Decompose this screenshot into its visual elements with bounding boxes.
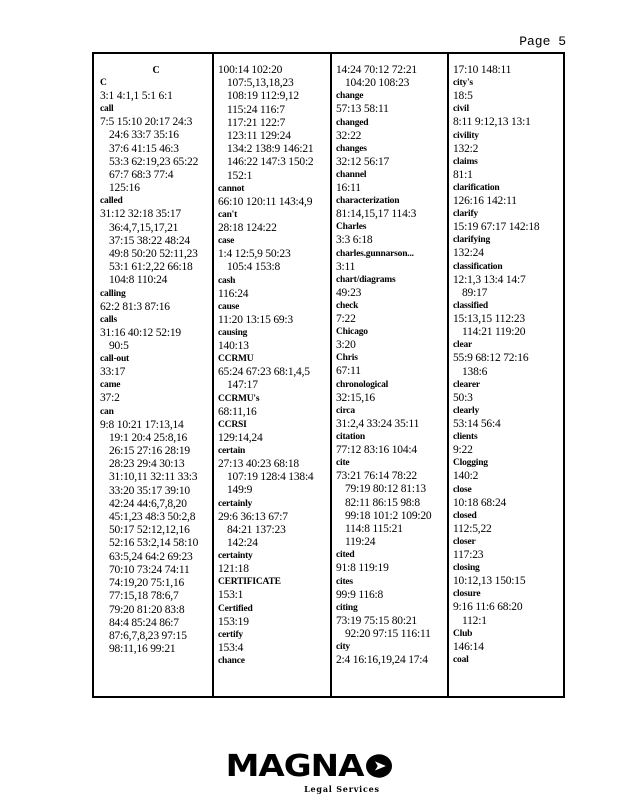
index-term: changed — [336, 117, 369, 128]
index-entry — [336, 326, 448, 352]
index-entry — [453, 457, 561, 483]
index-term: case — [218, 236, 235, 247]
page-line-reference: 11:20 13:15 69:3 — [218, 313, 293, 326]
page-line-reference: 152:1 — [227, 169, 253, 182]
page-line-reference: 77:12 83:16 104:4 — [336, 444, 417, 457]
index-entry — [336, 195, 448, 221]
index-entry — [453, 562, 561, 588]
page-line-reference: 49:23 — [336, 286, 362, 299]
index-term: certify — [218, 629, 243, 640]
index-term: clarifying — [453, 235, 491, 246]
page-line-reference: 87:6,7,8,23 97:15 — [109, 629, 187, 642]
column-divider — [330, 54, 332, 696]
page-line-reference: 29:6 36:13 67:7 — [218, 510, 288, 523]
page-line-reference: 3:1 4:1,1 5:1 6:1 — [100, 90, 173, 102]
index-entry — [453, 588, 561, 627]
page-line-reference: 31:2,4 33:24 35:11 — [336, 417, 420, 430]
index-entry — [100, 314, 212, 353]
index-entry — [336, 90, 448, 116]
index-entry — [453, 103, 561, 129]
index-term: causing — [218, 328, 248, 339]
page-line-reference: 9:22 — [453, 444, 473, 457]
page-line-reference: 149:9 — [227, 484, 253, 497]
page-line-reference: 42:24 44:6,7,8,20 — [109, 497, 187, 510]
index-entry — [336, 457, 448, 549]
page-line-reference: 132:24 — [453, 247, 484, 260]
index-entry — [453, 484, 561, 510]
index-column-1 — [100, 54, 212, 696]
page-line-reference: 17:10 148:11 — [453, 64, 512, 76]
page-line-reference: 55:9 68:12 72:16 — [453, 352, 529, 365]
index-term: city — [336, 642, 350, 653]
page-line-reference: 108:19 112:9,12 — [227, 90, 299, 103]
index-term: Certified — [218, 603, 253, 614]
index-term: cites — [336, 576, 353, 587]
page-line-reference: 45:1,23 48:3 50:2,8 — [109, 511, 196, 524]
page-line-reference: 3:11 — [336, 260, 356, 273]
index-term: check — [336, 301, 359, 312]
page-line-reference: 89:17 — [462, 286, 488, 299]
index-term: certainly — [218, 498, 253, 509]
page-line-reference: 57:13 58:11 — [336, 103, 389, 116]
magna-logo — [0, 746, 618, 794]
page-line-reference: 99:9 116:8 — [336, 588, 384, 601]
index-entry — [336, 300, 448, 326]
page-line-reference: 32:22 — [336, 129, 362, 142]
index-term: Chicago — [336, 327, 368, 338]
page-line-reference: 31:16 40:12 52:19 — [100, 326, 181, 339]
page-line-reference: 37:15 38:22 48:24 — [109, 234, 190, 247]
page-line-reference: 112:1 — [462, 614, 487, 627]
page-line-reference: 10:18 68:24 — [453, 496, 507, 509]
page-line-reference: 81:1 — [453, 168, 473, 181]
page-line-reference: 73:19 75:15 80:21 — [336, 614, 417, 627]
page-line-reference: 15:19 67:17 142:18 — [453, 221, 540, 234]
index-entry — [218, 603, 330, 629]
index-term: can't — [218, 210, 238, 221]
page-line-reference: 9:8 10:21 17:13,14 — [100, 418, 184, 431]
index-term: call — [100, 104, 114, 115]
index-entry — [218, 393, 330, 419]
page-line-reference: 26:15 27:16 28:19 — [109, 445, 190, 458]
index-term: clarify — [453, 209, 478, 220]
page-line-reference: 53:14 56:4 — [453, 418, 501, 431]
index-entry — [218, 301, 330, 327]
index-term: cause — [218, 301, 240, 312]
index-entry — [100, 406, 212, 657]
index-term: circa — [336, 405, 355, 416]
logo-arrow-icon: ➤ — [366, 754, 392, 777]
index-entry — [218, 275, 330, 301]
index-term: Charles — [336, 222, 367, 233]
index-entry — [218, 183, 330, 209]
index-entry — [336, 641, 448, 667]
index-term: characterization — [336, 196, 400, 207]
page-line-reference: 117:21 122:7 — [227, 116, 286, 129]
index-term: close — [453, 484, 472, 495]
index-entry — [336, 117, 448, 143]
index-entry — [218, 629, 330, 655]
page-line-reference: 153:19 — [218, 615, 249, 628]
index-entry — [336, 352, 448, 378]
logo-wordmark: MAGNA — [225, 748, 364, 784]
page-line-reference: 8:11 9:12,13 13:1 — [453, 116, 531, 129]
page-line-reference: 7:22 — [336, 313, 356, 326]
page-line-reference: 53:1 61:2,22 66:18 — [109, 261, 193, 274]
index-term: CERTIFICATE — [218, 577, 281, 588]
index-entry — [218, 419, 330, 445]
index-entry — [336, 576, 448, 602]
page-line-reference: 67:11 — [336, 365, 361, 378]
page-number: Page 5 — [519, 34, 566, 49]
page-line-reference: 129:14,24 — [218, 431, 263, 444]
index-entry — [453, 379, 561, 405]
index-term: cannot — [218, 183, 245, 194]
index-entry — [453, 300, 561, 339]
index-entry — [453, 64, 561, 77]
page-line-reference: 79:19 80:12 81:13 — [345, 483, 426, 496]
index-term: call-out — [100, 354, 130, 365]
page-line-reference: 142:24 — [227, 537, 258, 550]
page-line-reference: 91:8 119:19 — [336, 562, 389, 575]
index-term: citing — [336, 602, 358, 613]
index-term: cash — [218, 275, 236, 286]
page-line-reference: 77:15,18 78:6,7 — [109, 590, 179, 603]
page-line-reference: 3:3 6:18 — [336, 234, 373, 247]
index-entry — [453, 405, 561, 431]
index-entry — [100, 64, 212, 77]
index-term: closing — [453, 563, 480, 574]
page-line-reference: 63:5,24 64:2 69:23 — [109, 550, 193, 563]
index-entry — [218, 64, 330, 183]
page-line-reference: 82:11 86:15 98:8 — [345, 496, 420, 509]
index-entry — [453, 536, 561, 562]
index-term: chance — [218, 656, 245, 667]
index-entry — [100, 379, 212, 405]
index-entry — [336, 431, 448, 457]
index-term: chart/diagrams — [336, 274, 396, 285]
index-term: calling — [100, 288, 126, 299]
index-entry — [453, 182, 561, 208]
index-term: closure — [453, 589, 481, 600]
index-term: came — [100, 380, 121, 391]
index-entry — [100, 77, 212, 103]
page-line-reference: 117:23 — [453, 549, 484, 562]
index-entry — [453, 654, 561, 667]
page-line-reference: 50:3 — [453, 391, 473, 404]
page-line-reference: 105:4 153:8 — [227, 261, 281, 274]
word-index-frame — [92, 52, 565, 698]
page-line-reference: 37:2 — [100, 392, 120, 405]
page-line-reference: 36:4,7,15,17,21 — [109, 221, 179, 234]
page-line-reference: 65:24 67:23 68:1,4,5 — [218, 366, 310, 379]
page-line-reference: 92:20 97:15 116:11 — [345, 628, 431, 641]
index-entry — [336, 248, 448, 274]
page-line-reference: 50:17 52:12,12,16 — [109, 524, 190, 537]
index-term: closer — [453, 537, 476, 548]
page-line-reference: 62:2 81:3 87:16 — [100, 300, 170, 313]
index-term: city's — [453, 78, 473, 89]
index-entry — [100, 288, 212, 314]
page-line-reference: 32:15,16 — [336, 391, 375, 404]
index-term: certain — [218, 446, 246, 457]
page-line-reference: 98:11,16 99:21 — [109, 643, 176, 656]
page-line-reference: 67:7 68:3 77:4 — [109, 169, 174, 182]
index-term: civility — [453, 130, 479, 141]
index-entry — [218, 353, 330, 392]
index-entry — [218, 550, 330, 576]
index-term: citation — [336, 432, 366, 443]
page-line-reference: 104:8 110:24 — [109, 274, 168, 287]
index-term: cite — [336, 458, 350, 469]
index-entry — [336, 549, 448, 575]
index-entry — [336, 405, 448, 431]
page-line-reference: 119:24 — [345, 536, 376, 549]
index-term: Chris — [336, 353, 358, 364]
page-line-reference: 68:11,16 — [218, 405, 257, 418]
index-entry — [453, 234, 561, 260]
page-line-reference: 115:24 116:7 — [227, 103, 285, 116]
page-line-reference: 73:21 76:14 78:22 — [336, 470, 417, 483]
index-term: channel — [336, 170, 367, 181]
index-term: can — [100, 406, 114, 417]
page-line-reference: 153:1 — [218, 589, 244, 602]
page-line-reference: 146:14 — [453, 640, 484, 653]
index-entry — [218, 576, 330, 602]
index-entry — [218, 327, 330, 353]
page-line-reference: 1:4 12:5,9 50:23 — [218, 248, 291, 261]
page-line-reference: 79:20 81:20 83:8 — [109, 603, 185, 616]
page-line-reference: 140:2 — [453, 470, 479, 483]
index-entry — [336, 169, 448, 195]
page-line-reference: 70:10 73:24 74:11 — [109, 563, 190, 576]
page-line-reference: 33:20 35:17 39:10 — [109, 484, 190, 497]
page-line-reference: 33:17 — [100, 366, 126, 379]
page-line-reference: 112:5,22 — [453, 522, 492, 535]
column-divider — [447, 54, 449, 696]
page-line-reference: 81:14,15,17 114:3 — [336, 208, 417, 221]
index-entry — [100, 195, 212, 287]
index-entry — [100, 353, 212, 379]
index-entry — [453, 208, 561, 234]
index-column-2 — [218, 54, 330, 696]
page-line-reference: 153:4 — [218, 641, 244, 654]
index-entry — [453, 261, 561, 300]
page-line-reference: 15:13,15 112:23 — [453, 313, 525, 326]
page-line-reference: 14:24 70:12 72:21 — [336, 64, 417, 76]
index-term: CCRMU — [218, 354, 254, 365]
index-entry — [336, 602, 448, 641]
page-line-reference: 126:16 142:11 — [453, 195, 517, 208]
index-term: changes — [336, 143, 367, 154]
index-entry — [336, 143, 448, 169]
index-entry — [336, 64, 448, 90]
index-term: clear — [453, 340, 473, 351]
page-line-reference: 32:12 56:17 — [336, 155, 390, 168]
page-line-reference: 99:18 101:2 109:20 — [345, 509, 432, 522]
page-line-reference: 114:8 115:21 — [345, 523, 403, 536]
index-term: called — [100, 196, 123, 207]
index-entry — [453, 431, 561, 457]
index-term: Clogging — [453, 458, 488, 469]
page-line-reference: 3:20 — [336, 339, 356, 352]
page-line-reference: 18:5 — [453, 90, 473, 103]
page-line-reference: 2:4 16:16,19,24 17:4 — [336, 654, 428, 667]
index-term: clients — [453, 432, 478, 443]
index-term: clarification — [453, 183, 500, 194]
index-term: civil — [453, 104, 469, 115]
index-entry — [218, 209, 330, 235]
page-line-reference: 49:8 50:20 52:11,23 — [109, 248, 198, 261]
page-line-reference: 24:6 33:7 35:16 — [109, 129, 179, 142]
index-term: C — [100, 78, 107, 88]
index-term: charles.gunnarson... — [336, 248, 414, 259]
page-line-reference: 107:19 128:4 138:4 — [227, 471, 314, 484]
page-line-reference: 9:16 11:6 68:20 — [453, 601, 523, 614]
index-term: CCRMU's — [218, 393, 260, 404]
index-term: classified — [453, 301, 488, 312]
index-term: calls — [100, 314, 117, 325]
index-entry — [336, 274, 448, 300]
page-line-reference: 100:14 102:20 — [218, 64, 283, 76]
page-line-reference: 90:5 — [109, 340, 129, 353]
index-entry — [453, 628, 561, 654]
index-term: clearly — [453, 406, 480, 417]
page-line-reference: 28:18 124:22 — [218, 222, 277, 235]
page-line-reference: 146:22 147:3 150:2 — [227, 156, 314, 169]
page-line-reference: 10:12,13 150:15 — [453, 575, 526, 588]
index-term: change — [336, 91, 364, 102]
page-line-reference: 74:19,20 75:1,16 — [109, 577, 185, 590]
index-entry — [453, 77, 561, 103]
page-line-reference: 132:2 — [453, 142, 479, 155]
page-line-reference: 52:16 53:2,14 58:10 — [109, 537, 199, 550]
index-entry — [453, 156, 561, 182]
page-line-reference: 123:11 129:24 — [227, 130, 291, 143]
index-term: claims — [453, 156, 478, 167]
page-line-reference: 134:2 138:9 146:21 — [227, 143, 314, 156]
page-line-reference: 7:5 15:10 20:17 24:3 — [100, 116, 193, 129]
page-line-reference: 125:16 — [109, 182, 140, 195]
index-entry — [218, 498, 330, 551]
page-line-reference: 28:23 29:4 30:13 — [109, 458, 185, 471]
index-term: coal — [453, 655, 469, 666]
index-term: chronological — [336, 379, 389, 390]
page-line-reference: 138:6 — [462, 365, 488, 378]
index-column-3 — [336, 54, 448, 696]
page-line-reference: 37:6 41:15 46:3 — [109, 142, 179, 155]
page-line-reference: 104:20 108:23 — [345, 77, 410, 90]
index-entry — [336, 379, 448, 405]
page-line-reference: 84:4 85:24 86:7 — [109, 616, 179, 629]
page-line-reference: 121:18 — [218, 563, 249, 576]
page-line-reference: 27:13 40:23 68:18 — [218, 458, 299, 471]
index-entry — [453, 130, 561, 156]
page-line-reference: 107:5,13,18,23 — [227, 77, 294, 90]
index-entry — [100, 103, 212, 195]
page-line-reference: 140:13 — [218, 340, 249, 353]
index-entry — [336, 221, 448, 247]
index-term: certainty — [218, 551, 253, 562]
index-entry — [218, 235, 330, 274]
page-line-reference: 66:10 120:11 143:4,9 — [218, 195, 313, 208]
column-divider — [212, 54, 214, 696]
index-term: closed — [453, 510, 477, 521]
index-term: CCRSI — [218, 419, 247, 430]
index-entry — [453, 510, 561, 536]
index-entry — [218, 445, 330, 498]
page-line-reference: 31:12 32:18 35:17 — [100, 208, 181, 221]
page-line-reference: 84:21 137:23 — [227, 523, 286, 536]
page-line-reference: 19:1 20:4 25:8,16 — [109, 431, 188, 444]
index-term: clearer — [453, 379, 480, 390]
page-line-reference: 147:17 — [227, 379, 258, 392]
index-column-4 — [453, 54, 561, 696]
section-letter: C — [152, 65, 160, 76]
page-line-reference: 53:3 62:19,23 65:22 — [109, 155, 199, 168]
index-entry — [453, 339, 561, 378]
index-term: classification — [453, 261, 503, 272]
page-line-reference: 31:10,11 32:11 33:3 — [109, 471, 198, 484]
logo-tagline: Legal Services — [304, 784, 380, 794]
page-line-reference: 114:21 119:20 — [462, 326, 526, 339]
page-line-reference: 16:11 — [336, 182, 361, 195]
index-entry — [218, 655, 330, 668]
page-line-reference: 12:1,3 13:4 14:7 — [453, 273, 526, 286]
page-line-reference: 116:24 — [218, 287, 249, 300]
index-term: Club — [453, 628, 473, 639]
index-term: cited — [336, 550, 355, 561]
